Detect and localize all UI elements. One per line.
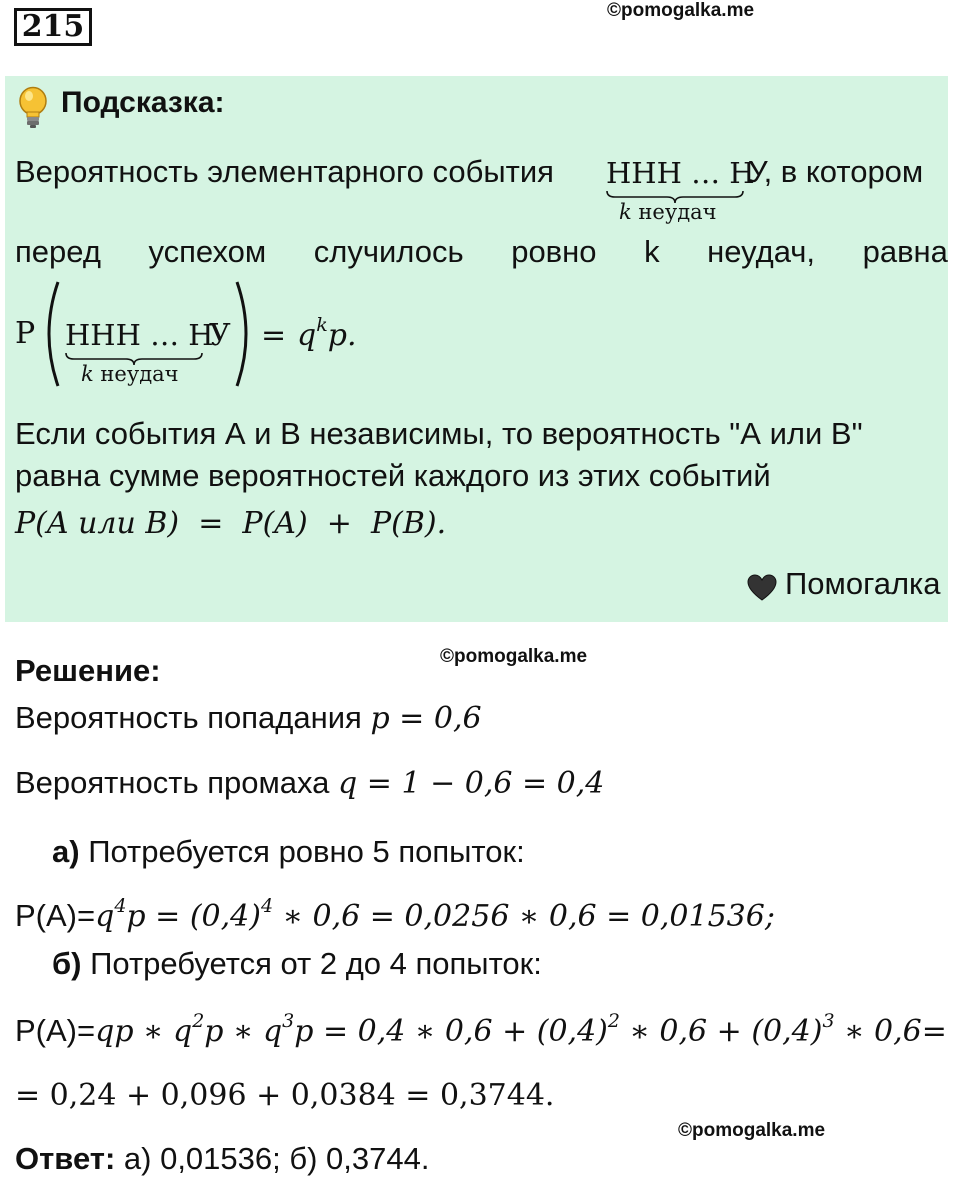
part-b-prefix: P(A)= bbox=[15, 1013, 96, 1048]
formula-equals: = bbox=[261, 318, 287, 353]
m: q bbox=[95, 899, 115, 934]
solution-p-line bbox=[15, 700, 482, 736]
word: перед bbox=[15, 234, 101, 269]
brace-label-word: неудач bbox=[638, 200, 717, 224]
answer-line bbox=[15, 1141, 430, 1177]
word: случилось bbox=[313, 234, 464, 269]
formula-q-letter: q bbox=[297, 318, 317, 353]
brace-label-var: k bbox=[81, 362, 94, 386]
formula-sequence: ННН … Н bbox=[65, 318, 214, 352]
part-b-math bbox=[95, 1010, 947, 1049]
sup: 2 bbox=[607, 1010, 620, 1032]
brace-label-word: неудач bbox=[100, 362, 179, 386]
heart-icon bbox=[747, 574, 777, 602]
part-a-prefix: P(A)= bbox=[15, 898, 96, 933]
solution-q-math: q = 1 − 0,6 = 0,4 bbox=[338, 766, 605, 801]
hint-para2-line2: равна сумме вероятностей каждого из этих событий bbox=[15, 458, 771, 493]
part-b-line2: = 0,24 + 0,096 + 0,0384 = 0,3744. bbox=[15, 1078, 555, 1113]
watermark-bottom: ©pomogalka.me bbox=[678, 1120, 826, 1141]
word: ровно bbox=[511, 234, 597, 269]
part-a-text: Потребуется ровно 5 попыток: bbox=[88, 834, 525, 869]
solution-p-text: Вероятность попадания bbox=[15, 700, 362, 735]
brace-label bbox=[619, 200, 717, 224]
part-a-formula bbox=[15, 895, 775, 934]
lightbulb-icon bbox=[17, 86, 49, 128]
m: p = 0,4 ∗ 0,6 + (0,4) bbox=[294, 1014, 608, 1049]
brace-label-var: k bbox=[619, 200, 632, 224]
sup: 4 bbox=[114, 895, 127, 917]
hint-para1-end: У, в котором bbox=[748, 154, 924, 189]
formula-brace-label bbox=[81, 362, 179, 386]
m: ∗ 0,6= bbox=[834, 1014, 947, 1049]
part-a-label: а) bbox=[52, 834, 80, 869]
hint-para2-formula: P(A или B) = P(A) + P(B). bbox=[15, 506, 447, 541]
sup: 4 bbox=[260, 895, 274, 917]
hint-title: Подсказка: bbox=[61, 86, 225, 119]
left-paren-icon bbox=[38, 280, 62, 388]
m: ∗ 0,6 = 0,0256 ∗ 0,6 = 0,01536; bbox=[273, 899, 775, 934]
part-b-label: б) bbox=[52, 946, 82, 981]
hint-para1-line2 bbox=[15, 234, 948, 270]
formula-q bbox=[297, 314, 357, 353]
m: ∗ 0,6 + (0,4) bbox=[619, 1014, 823, 1049]
formula-p-end: p. bbox=[327, 318, 357, 353]
word: равна bbox=[862, 234, 948, 269]
word: успехом bbox=[148, 234, 267, 269]
part-b-heading bbox=[52, 946, 542, 982]
part-a-heading bbox=[52, 834, 525, 870]
solution-title: Решение: bbox=[15, 653, 161, 688]
hint-para2-line1: Если события А и В независимы, то вероятность "А или В" bbox=[15, 416, 863, 451]
hint-para1-text: Вероятность элементарного события bbox=[15, 154, 554, 189]
m: p ∗ q bbox=[204, 1014, 283, 1049]
answer-label: Ответ: bbox=[15, 1141, 116, 1176]
solution-q-text: Вероятность промаха bbox=[15, 765, 330, 800]
word: неудач, bbox=[707, 234, 816, 269]
part-a-math bbox=[95, 895, 775, 934]
formula-k: k bbox=[316, 314, 328, 336]
part-b-text: Потребуется от 2 до 4 попыток: bbox=[90, 946, 542, 981]
sup: 3 bbox=[282, 1010, 295, 1032]
watermark-middle: ©pomogalka.me bbox=[440, 646, 588, 667]
hint-box bbox=[5, 76, 948, 622]
solution-q-line bbox=[15, 765, 604, 801]
task-number: 215 bbox=[14, 8, 92, 46]
solution-p-math: p = 0,6 bbox=[370, 701, 482, 736]
m: qp ∗ q bbox=[95, 1014, 193, 1049]
m: p = (0,4) bbox=[126, 899, 261, 934]
hint-sequence: ННН … Н bbox=[606, 156, 755, 190]
word: k bbox=[644, 234, 660, 269]
answer-text: а) 0,01536; б) 0,3744. bbox=[123, 1141, 430, 1176]
formula-p: P bbox=[15, 316, 36, 351]
right-paren-icon bbox=[233, 280, 257, 388]
part-b-formula bbox=[15, 1010, 947, 1049]
sup: 3 bbox=[822, 1010, 835, 1032]
watermark-top: ©pomogalka.me bbox=[607, 0, 755, 21]
signature: Помогалка bbox=[785, 566, 941, 601]
sup: 2 bbox=[192, 1010, 205, 1032]
formula-y: У bbox=[209, 318, 231, 353]
